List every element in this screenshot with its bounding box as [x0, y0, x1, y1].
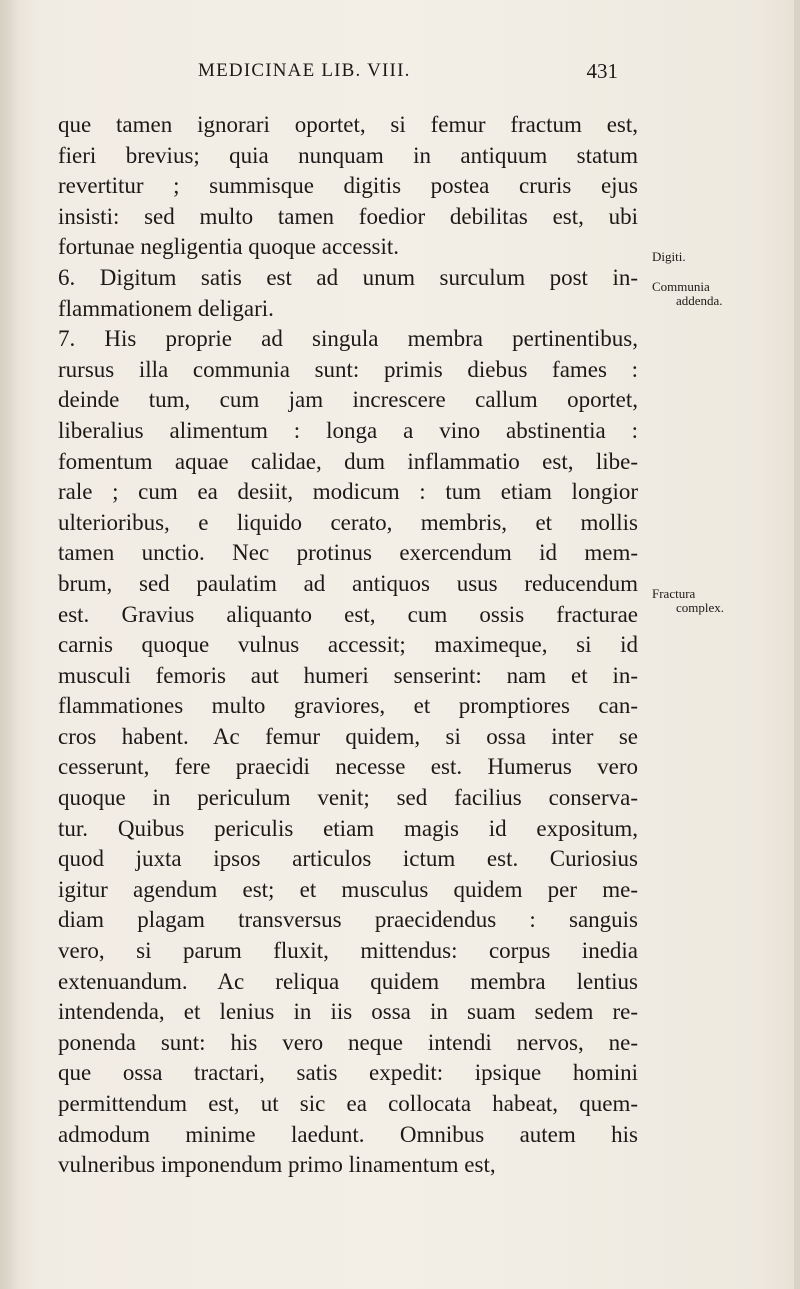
text-line: flammationem deligari. [58, 295, 274, 321]
text-line: tur. Quibus periculis etiam magis id expositum, [58, 815, 638, 841]
text-line: fieri brevius; quia nunquam in antiquum statum [58, 142, 638, 168]
text-line: 6. Digitum satis est ad unum surculum post in- [58, 264, 638, 290]
text-line: fomentum aquae calidae, dum inflammatio est, libe- [58, 448, 638, 474]
text-line: deinde tum, cum jam increscere callum oportet, [58, 387, 638, 413]
text-line: quod juxta ipsos articulos ictum est. Curiosius [58, 846, 638, 872]
page-header [198, 60, 618, 88]
margin-note-fractura: Fractura complex. [652, 586, 725, 615]
text-line: ulterioribus, e liquido cerato, membris, et mollis [58, 509, 638, 535]
text-line: fortunae negligentia quoque accessit. [58, 234, 400, 260]
text-line: revertitur ; summisque digitis postea cruris ejus [58, 173, 638, 199]
text-line: que ossa tractari, satis expedit: ipsique homini [58, 1060, 638, 1086]
text-line: est. Gravius aliquanto est, cum ossis fracturae [58, 601, 638, 627]
text-line: musculi femoris aut humeri senserint: nam et in- [58, 662, 638, 688]
running-head: MEDICINAE LIB. VIII. [198, 60, 411, 81]
text-line: liberalius alimentum : longa a vino abstinentia : [58, 417, 638, 443]
gutter-shadow [0, 0, 18, 1289]
text-line: extenuandum. Ac reliqua quidem membra lentius [58, 968, 638, 994]
text-line: cros habent. Ac femur quidem, si ossa inter se [58, 723, 638, 749]
text-line: 7. His proprie ad singula membra pertinentibus, [58, 326, 638, 352]
text-line: permittendum est, ut sic ea collocata habeat, quem- [58, 1091, 638, 1116]
text-line: igitur agendum est; et musculus quidem per me- [58, 876, 638, 902]
text-line: que tamen ignorari oportet, si femur fractum est, [58, 112, 638, 137]
margin-note-digiti: Digiti. [652, 249, 686, 264]
text-line: cesserunt, fere praecidi necesse est. Humerus vero [58, 754, 638, 780]
text-line: tamen unctio. Nec protinus exercendum id mem- [58, 540, 638, 566]
text-line: diam plagam transversus praecidendus : sanguis [58, 907, 638, 933]
text-line: vulneribus imponendum primo linamentum est, [58, 1152, 496, 1178]
text-line: quoque in periculum venit; sed facilius conserva- [58, 785, 638, 811]
body-text [58, 110, 638, 1181]
text-line: ponenda sunt: his vero neque intendi nervos, ne- [58, 1029, 638, 1055]
page-edge [794, 0, 800, 1289]
text-line: intendenda, et lenius in iis ossa in suam sedem re- [58, 999, 638, 1025]
text-line: rursus illa communia sunt: primis diebus fames : [58, 356, 638, 382]
text-line: rale ; cum ea desiit, modicum : tum etiam longior [58, 479, 638, 505]
margin-note-communia: Communia addenda. [652, 279, 723, 308]
page-number: 431 [586, 59, 618, 83]
text-line: carnis quoque vulnus accessit; maximeque, si id [58, 632, 638, 658]
text-line: flammationes multo graviores, et promptiores can- [58, 693, 638, 719]
text-line: admodum minime laedunt. Omnibus autem his [58, 1121, 638, 1147]
text-line: brum, sed paulatim ad antiquos usus reducendum [58, 570, 638, 596]
text-line: insisti: sed multo tamen foedior debilitas est, ubi [58, 203, 638, 229]
text-line: vero, si parum fluxit, mittendus: corpus inedia [58, 938, 638, 964]
